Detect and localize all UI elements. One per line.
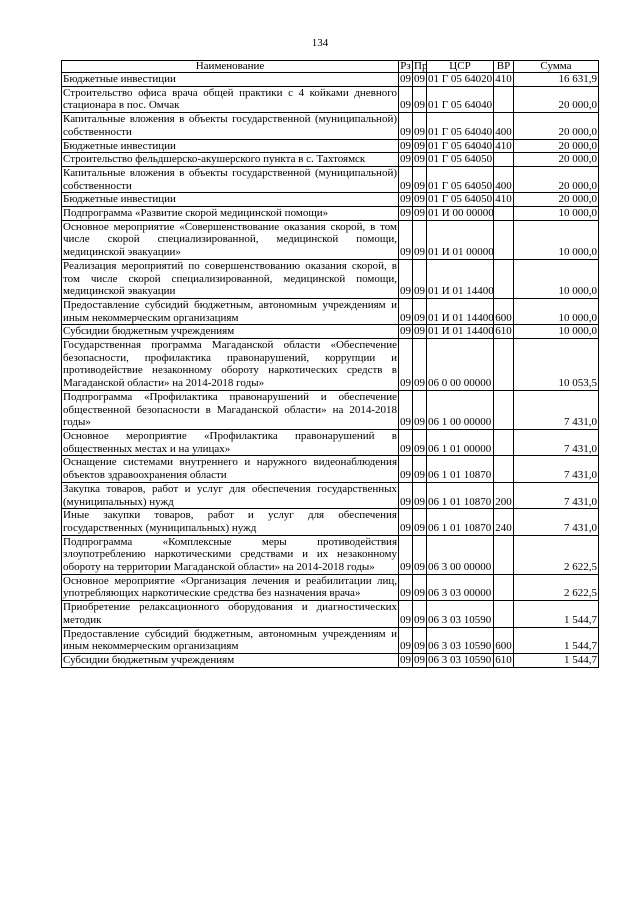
cell-pr: 09 — [413, 220, 427, 259]
table-row — [62, 298, 599, 324]
cell-rz: 09 — [399, 220, 413, 259]
cell-vr — [494, 429, 514, 455]
header-rz: Рз — [400, 60, 411, 72]
header-vr: ВР — [494, 61, 514, 73]
cell-vr: 600 — [494, 627, 514, 653]
cell-vr: 240 — [494, 509, 514, 535]
table-row — [62, 339, 599, 391]
cell-sum: 1 544,7 — [514, 653, 599, 667]
cell-name: Подпрограмма «Комплексные меры противодействия злоупотреблению наркотическими средствами и их незаконному обороту на территории Магаданской области» на 2014-2018 годы» — [63, 535, 397, 574]
cell-name: Подпрограмма «Развитие скорой медицинской помощи» — [62, 207, 399, 221]
cell-sum: 7 431,0 — [514, 482, 599, 508]
cell-sum: 10 053,5 — [514, 339, 599, 391]
cell-sum: 10 000,0 — [514, 259, 599, 298]
cell-pr: 09 — [414, 193, 425, 206]
cell-csr: 06 3 03 10590 — [427, 601, 494, 627]
cell-sum: 20 000,0 — [514, 113, 599, 139]
cell-vr — [494, 259, 514, 298]
cell-sum: 2 622,5 — [514, 574, 599, 600]
cell-csr: 01 Г 05 64040 — [428, 139, 493, 152]
cell-sum: 10 000,0 — [514, 207, 599, 221]
cell-vr — [494, 207, 514, 221]
cell-name: Строительство фельдшерско-акушерского пункта в с. Тахтоямск — [62, 153, 399, 167]
budget-table — [61, 60, 599, 668]
table-row — [62, 574, 599, 600]
table-row — [62, 390, 599, 429]
cell-csr: 06 3 03 10590 — [427, 627, 494, 653]
cell-pr: 09 — [413, 509, 427, 535]
table-row — [62, 193, 599, 207]
cell-rz: 09 — [399, 113, 413, 139]
cell-name: Капитальные вложения в объекты государственной (муниципальной) собственности — [63, 166, 397, 192]
cell-name: Основное мероприятие «Организация лечения и реабилитации лиц, употребляющих наркотические средства без назначения врача» — [63, 574, 397, 600]
cell-csr: 06 1 01 10870 — [427, 482, 494, 508]
table-row — [62, 207, 599, 221]
header-sum: Сумма — [514, 61, 599, 73]
cell-csr: 06 0 00 00000 — [427, 339, 494, 391]
cell-pr: 09 — [413, 113, 427, 139]
cell-pr: 09 — [413, 429, 427, 455]
cell-pr: 09 — [413, 456, 427, 482]
cell-csr: 01 И 01 14400 — [428, 325, 494, 338]
cell-name: Реализация мероприятий по совершенствованию оказания скорой, в том числе скорой специализированной, медицинской помощи, медицинской эвакуации — [63, 259, 397, 298]
table-row — [62, 456, 599, 482]
table-row — [62, 653, 599, 667]
cell-rz: 09 — [400, 653, 411, 666]
table-row — [62, 113, 599, 139]
cell-name: Основное мероприятие «Совершенствование оказания скорой, в том числе скорой специализированной, медицинской помощи, медицинской эвакуации» — [63, 220, 397, 259]
table-row — [62, 166, 599, 192]
cell-pr: 09 — [413, 574, 427, 600]
cell-sum: 16 631,9 — [514, 73, 599, 87]
cell-sum: 20 000,0 — [514, 153, 599, 167]
cell-sum: 20 000,0 — [514, 166, 599, 192]
cell-vr — [494, 220, 514, 259]
cell-pr: 09 — [413, 390, 427, 429]
cell-vr: 610 — [495, 653, 512, 666]
header-csr: ЦСР — [427, 61, 494, 73]
cell-rz: 09 — [400, 325, 411, 338]
cell-sum: 20 000,0 — [514, 193, 599, 207]
cell-rz: 09 — [399, 166, 413, 192]
table-row — [62, 153, 599, 167]
header-pr: Пр — [414, 60, 428, 72]
cell-sum: 1 544,7 — [514, 627, 599, 653]
cell-name: Субсидии бюджетным учреждениям — [62, 653, 399, 667]
cell-name: Основное мероприятие «Профилактика правонарушений в общественных местах и на улицах» — [63, 429, 397, 455]
cell-rz: 09 — [400, 207, 411, 220]
cell-sum: 10 000,0 — [514, 325, 599, 339]
cell-rz: 09 — [399, 627, 413, 653]
cell-pr: 09 — [414, 325, 425, 338]
cell-pr: 09 — [414, 653, 425, 666]
cell-rz: 09 — [399, 535, 413, 574]
cell-vr — [494, 339, 514, 391]
header-name: Наименование — [62, 61, 399, 73]
cell-pr: 09 — [413, 482, 427, 508]
cell-rz: 09 — [400, 139, 411, 152]
cell-rz: 09 — [400, 193, 411, 206]
cell-vr: 410 — [495, 193, 512, 206]
cell-rz: 09 — [399, 482, 413, 508]
cell-sum: 10 000,0 — [514, 298, 599, 324]
table-row — [62, 482, 599, 508]
cell-csr: 01 И 01 14400 — [427, 259, 494, 298]
cell-name: Оснащение системами внутреннего и наружного видеонаблюдения объектов здравоохранения области — [63, 456, 397, 482]
cell-rz: 09 — [399, 298, 413, 324]
cell-name: Иные закупки товаров, работ и услуг для обеспечения государственных (муниципальных) нужд — [63, 509, 397, 534]
cell-csr: 06 3 03 00000 — [427, 574, 494, 600]
cell-csr: 01 И 01 00000 — [427, 220, 494, 259]
cell-sum: 20 000,0 — [514, 139, 599, 153]
cell-pr: 09 — [413, 166, 427, 192]
cell-vr: 410 — [495, 139, 512, 152]
cell-rz: 09 — [399, 456, 413, 482]
page-number: 134 — [311, 37, 329, 49]
cell-name: Субсидии бюджетным учреждениям — [62, 325, 399, 339]
cell-csr: 01 Г 05 64050 — [428, 193, 493, 206]
cell-csr: 01 И 00 00000 — [428, 207, 494, 220]
cell-vr — [494, 574, 514, 600]
cell-rz: 09 — [400, 153, 411, 166]
cell-pr: 09 — [414, 207, 425, 220]
cell-sum: 7 431,0 — [514, 390, 599, 429]
cell-vr — [494, 153, 514, 167]
cell-pr: 09 — [413, 601, 427, 627]
cell-pr: 09 — [413, 298, 427, 324]
table-row — [62, 139, 599, 153]
cell-pr: 09 — [414, 153, 425, 166]
cell-rz: 09 — [399, 339, 413, 391]
cell-vr: 410 — [495, 73, 512, 85]
cell-pr: 09 — [413, 259, 427, 298]
cell-name: Подпрограмма «Профилактика правонарушений и обеспечение общественной безопасности в Магаданской области» на 2014-2018 годы» — [63, 390, 397, 429]
table-row — [62, 627, 599, 653]
table-row — [62, 429, 599, 455]
cell-vr — [494, 601, 514, 627]
table-row — [62, 73, 599, 87]
cell-vr: 600 — [494, 298, 514, 324]
cell-csr: 06 1 01 10870 — [427, 509, 494, 535]
cell-name: Бюджетные инвестиции — [62, 73, 399, 87]
cell-csr: 01 Г 05 64050 — [427, 166, 494, 192]
table-row — [62, 259, 599, 298]
cell-sum: 20 000,0 — [514, 86, 599, 112]
cell-name: Приобретение релаксационного оборудования и диагностических методик — [63, 601, 397, 626]
table-row — [62, 601, 599, 627]
cell-rz: 09 — [400, 73, 411, 85]
cell-sum: 7 431,0 — [514, 429, 599, 455]
cell-sum: 1 544,7 — [514, 601, 599, 627]
cell-pr: 09 — [413, 339, 427, 391]
cell-vr — [494, 390, 514, 429]
cell-name: Предоставление субсидий бюджетным, автономным учреждениям и иным некоммерческим организациям — [63, 298, 397, 324]
cell-sum: 7 431,0 — [514, 456, 599, 482]
cell-csr: 01 Г 05 64040 — [427, 113, 494, 139]
table-row — [62, 509, 599, 535]
cell-csr: 06 3 03 10590 — [427, 653, 494, 667]
cell-name: Предоставление субсидий бюджетным, автономным учреждениям и иным некоммерческим организациям — [63, 627, 397, 653]
cell-rz: 09 — [399, 509, 413, 535]
cell-vr: 400 — [494, 113, 514, 139]
cell-name: Бюджетные инвестиции — [62, 193, 399, 207]
cell-vr — [494, 535, 514, 574]
table-row — [62, 325, 599, 339]
table-row — [62, 220, 599, 259]
cell-rz: 09 — [399, 429, 413, 455]
cell-pr: 09 — [413, 86, 427, 112]
cell-vr: 610 — [495, 325, 512, 338]
cell-rz: 09 — [399, 86, 413, 112]
cell-pr: 09 — [413, 627, 427, 653]
cell-name: Капитальные вложения в объекты государственной (муниципальной) собственности — [63, 113, 397, 138]
cell-vr — [494, 86, 514, 112]
cell-vr — [494, 456, 514, 482]
cell-name: Закупка товаров, работ и услуг для обеспечения государственных (муниципальных) нужд — [63, 482, 397, 508]
cell-csr: 06 3 00 00000 — [427, 535, 494, 574]
cell-rz: 09 — [399, 259, 413, 298]
table-row — [62, 535, 599, 574]
cell-csr: 01 Г 05 64050 — [428, 153, 493, 166]
cell-sum: 7 431,0 — [514, 509, 599, 535]
cell-pr: 09 — [414, 139, 425, 152]
cell-rz: 09 — [399, 574, 413, 600]
table-body — [62, 73, 599, 668]
cell-vr: 200 — [494, 482, 514, 508]
cell-rz: 09 — [399, 390, 413, 429]
cell-csr: 01 Г 05 64040 — [427, 86, 494, 112]
cell-vr: 400 — [494, 166, 514, 192]
cell-name: Строительство офиса врача общей практики с 4 койками дневного стационара в пос. Омчак — [63, 86, 397, 112]
cell-csr: 01 И 01 14400 — [427, 298, 494, 324]
cell-csr: 06 1 01 10870 — [427, 456, 494, 482]
cell-pr: 09 — [414, 73, 425, 85]
cell-sum: 10 000,0 — [514, 220, 599, 259]
table-header — [62, 61, 599, 73]
cell-csr: 06 1 01 00000 — [427, 429, 494, 455]
cell-csr: 06 1 00 00000 — [427, 390, 494, 429]
cell-csr: 01 Г 05 64020 — [428, 73, 493, 85]
cell-rz: 09 — [399, 601, 413, 627]
cell-pr: 09 — [413, 535, 427, 574]
header-row — [62, 61, 599, 73]
cell-sum: 2 622,5 — [514, 535, 599, 574]
cell-name: Государственная программа Магаданской области «Обеспечение безопасности, профилактика правонарушений, коррупции и противодействие незаконному обороту наркотических средств в Магаданской области» на 2014-2018 годы» — [63, 339, 397, 390]
cell-name: Бюджетные инвестиции — [62, 139, 399, 153]
table-row — [62, 86, 599, 112]
